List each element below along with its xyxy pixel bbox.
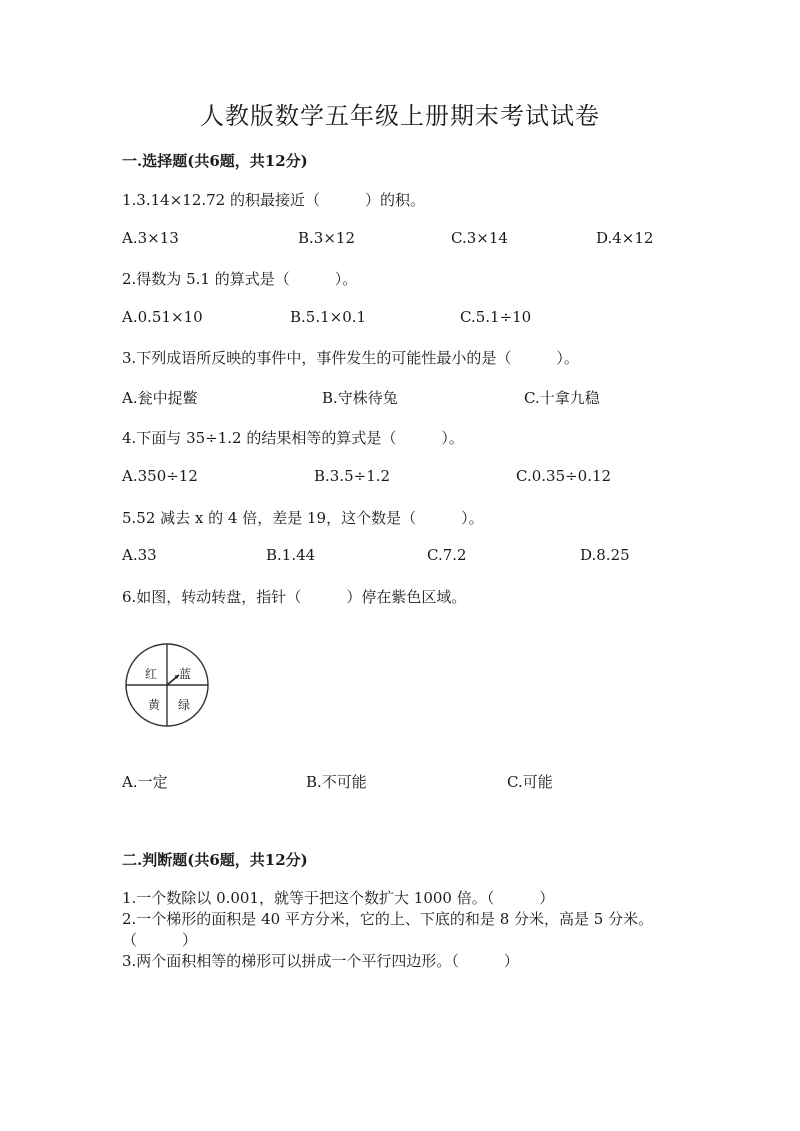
question-6: 6.如图，转动转盘，指针（ ）停在紫色区域。: [122, 588, 467, 606]
question-3-option-c: C.十拿九稳: [524, 389, 600, 407]
judge-question-2-bracket: （ ）: [122, 931, 198, 949]
question-1-option-b: B.3×12: [298, 229, 355, 247]
question-1-option-a: A.3×13: [122, 229, 179, 247]
question-2-option-c: C.5.1÷10: [460, 308, 532, 326]
question-3-option-b: B.守株待兔: [322, 389, 398, 407]
question-6-option-c: C.可能: [507, 773, 553, 791]
question-5-option-a: A.33: [122, 546, 157, 564]
question-6-option-b: B.不可能: [306, 773, 367, 791]
section-heading-judge: 二.判断题(共6题，共12分): [122, 851, 308, 869]
judge-question-2: 2.一个梯形的面积是 40 平方分米，它的上、下底的和是 8 分米，高是 5 分米。: [122, 910, 654, 928]
spinner-label-yellow: 黄: [148, 698, 161, 712]
judge-question-3: 3.两个面积相等的梯形可以拼成一个平行四边形。（ ）: [122, 952, 519, 970]
question-4-option-c: C.0.35÷0.12: [516, 467, 612, 485]
question-4-option-b: B.3.5÷1.2: [314, 467, 391, 485]
section-heading-choice: 一.选择题(共6题，共12分): [122, 152, 308, 170]
page-title: 人教版数学五年级上册期末考试试卷: [200, 102, 600, 130]
question-3-option-a: A.瓮中捉鳖: [122, 389, 198, 407]
question-2: 2.得数为 5.1 的算式是（ ）。: [122, 270, 358, 288]
spinner-label-blue: 蓝: [179, 667, 192, 681]
spinner-label-red: 红: [145, 667, 158, 681]
question-6-option-a: A.一定: [122, 773, 168, 791]
spinner-drawing: [124, 642, 210, 728]
judge-question-1: 1.一个数除以 0.001，就等于把这个数扩大 1000 倍。（ ）: [122, 889, 555, 907]
question-3: 3.下列成语所反映的事件中，事件发生的可能性最小的是（ ）。: [122, 349, 579, 367]
question-5-option-d: D.8.25: [580, 546, 630, 564]
question-5: 5.52 减去 x 的 4 倍，差是 19，这个数是（ ）。: [122, 509, 484, 527]
question-1: 1.3.14×12.72 的积最接近（ ）的积。: [122, 191, 425, 209]
question-4: 4.下面与 35÷1.2 的结果相等的算式是（ ）。: [122, 429, 464, 447]
question-4-option-a: A.350÷12: [122, 467, 198, 485]
question-1-option-d: D.4×12: [596, 229, 654, 247]
question-1-option-c: C.3×14: [451, 229, 508, 247]
question-5-option-b: B.1.44: [266, 546, 316, 564]
question-2-option-b: B.5.1×0.1: [290, 308, 367, 326]
question-2-option-a: A.0.51×10: [122, 308, 203, 326]
question-5-option-c: C.7.2: [427, 546, 467, 564]
spinner-label-green: 绿: [178, 698, 191, 712]
spinner-figure: [124, 642, 210, 728]
